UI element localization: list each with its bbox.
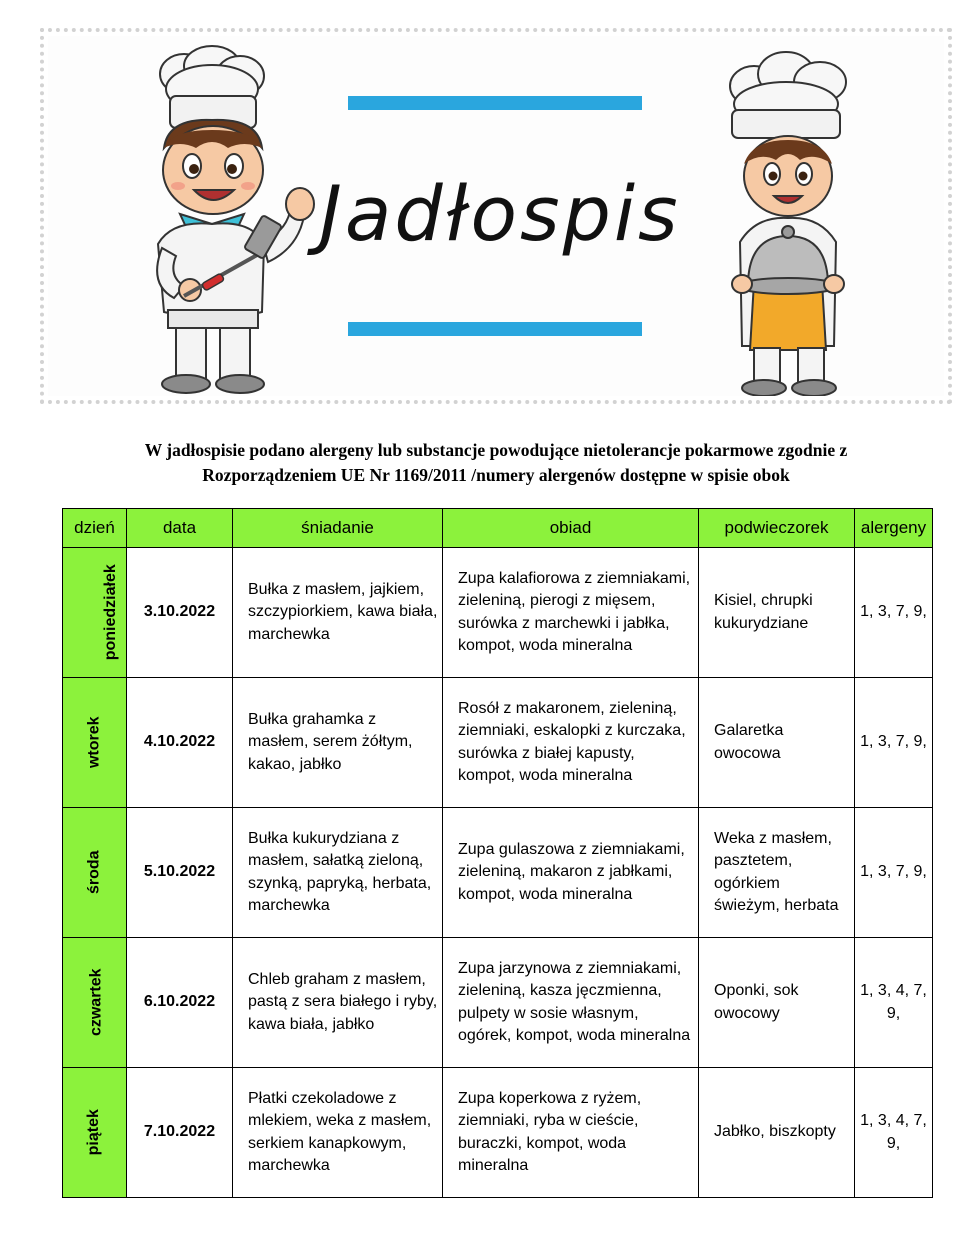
breakfast-cell: Chleb graham z masłem, pastą z sera białego i ryby, kawa biała, jabłko: [233, 938, 443, 1068]
allergens-cell: 1, 3, 4, 7, 9,: [855, 938, 933, 1068]
snack-cell: Oponki, sok owocowy: [699, 938, 855, 1068]
header-allergens: alergeny: [855, 509, 933, 548]
allergens-cell: 1, 3, 7, 9,: [855, 678, 933, 808]
lunch-cell: Zupa jarzynowa z ziemniakami, zieleniną, kasza jęczmienna, pulpety w sosie własnym, ogórek, kompot, woda mineralna: [443, 938, 699, 1068]
date-cell: 5.10.2022: [127, 808, 233, 938]
allergen-notice: [40, 438, 952, 488]
weekly-menu-table: [62, 508, 933, 1198]
day-cell: [63, 938, 127, 1068]
date-cell: 3.10.2022: [127, 548, 233, 678]
banner-title: Jadłospis: [319, 169, 681, 258]
day-label: czwartek: [87, 968, 105, 1037]
table-row: [63, 1068, 933, 1198]
breakfast-cell: Bułka z masłem, jajkiem, szczypiorkiem, kawa biała, marchewka: [233, 548, 443, 678]
chef-hat-icon: [730, 52, 846, 138]
table-row: [63, 808, 933, 938]
breakfast-cell: Bułka kukurydziana z masłem, sałatką zieloną, szynką, papryką, herbata, marchewka: [233, 808, 443, 938]
lunch-cell: Zupa gulaszowa z ziemniakami, zieleniną, makaron z jabłkami, kompot, woda mineralna: [443, 808, 699, 938]
allergens-cell: 1, 3, 7, 9,: [855, 808, 933, 938]
header-day: dzień: [63, 509, 127, 548]
chef-hat-icon: [160, 46, 264, 128]
header-date: data: [127, 509, 233, 548]
date-cell: 4.10.2022: [127, 678, 233, 808]
banner-stripe-top: [348, 96, 642, 110]
table-row: [63, 938, 933, 1068]
day-label: wtorek: [85, 716, 103, 769]
allergens-cell: 1, 3, 4, 7, 9,: [855, 1068, 933, 1198]
day-cell: [63, 1068, 127, 1198]
day-cell: [63, 548, 127, 678]
breakfast-cell: Bułka grahamka z masłem, serem żółtym, kakao, jabłko: [233, 678, 443, 808]
allergens-cell: 1, 3, 7, 9,: [855, 548, 933, 678]
snack-cell: Galaretka owocowa: [699, 678, 855, 808]
lunch-cell: Zupa kalafiorowa z ziemniakami, zieleniną, pierogi z mięsem, surówka z marchewki i jabłka, kompot, woda mineralna: [443, 548, 699, 678]
header-snack: podwieczorek: [699, 509, 855, 548]
snack-cell: Kisiel, chrupki kukurydziane: [699, 548, 855, 678]
date-cell: 6.10.2022: [127, 938, 233, 1068]
day-cell: [63, 808, 127, 938]
chef-cloche-illustration: [706, 46, 874, 396]
table-row: [63, 548, 933, 678]
banner-stripe-bottom: [348, 322, 642, 336]
table-row: [63, 678, 933, 808]
header-lunch: obiad: [443, 509, 699, 548]
chef-spatula-illustration: [112, 44, 332, 396]
day-label: piątek: [85, 1109, 103, 1156]
lunch-cell: Zupa koperkowa z ryżem, ziemniaki, ryba w cieście, buraczki, kompot, woda mineralna: [443, 1068, 699, 1198]
date-cell: 7.10.2022: [127, 1068, 233, 1198]
breakfast-cell: Płatki czekoladowe z mlekiem, weka z masłem, serkiem kanapkowym, marchewka: [233, 1068, 443, 1198]
day-label: poniedziałek: [101, 564, 119, 661]
snack-cell: Weka z masłem, pasztetem, ogórkiem świeżym, herbata: [699, 808, 855, 938]
snack-cell: Jabłko, biszkopty: [699, 1068, 855, 1198]
day-cell: [63, 678, 127, 808]
allergen-notice-line-1: W jadłospisie podano alergeny lub substancje powodujące nietolerancje pokarmowe zgodnie z: [144, 440, 848, 460]
day-label: środa: [85, 850, 103, 895]
table-header-row: [63, 509, 933, 548]
header-breakfast: śniadanie: [233, 509, 443, 548]
lunch-cell: Rosół z makaronem, zieleniną, ziemniaki, eskalopki z kurczaka, surówka z białej kapusty, kompot, woda mineralna: [443, 678, 699, 808]
allergen-notice-line-2: Rozporządzeniem UE Nr 1169/2011 /numery alergenów dostępne w spisie obok: [202, 465, 790, 485]
